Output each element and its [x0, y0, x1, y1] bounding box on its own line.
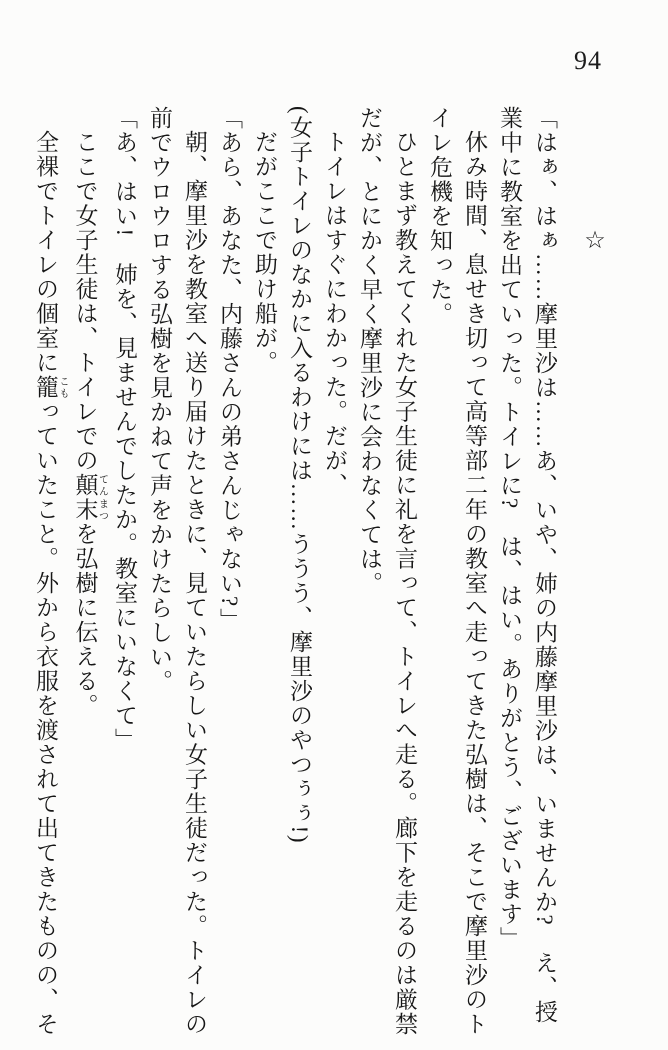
text-column-13: 「あ、はい! 姉を、見ませんでしたか。教室にいなくて」 [112, 106, 137, 753]
text-column-6: だが、とにかく早く摩里沙に会わなくては。 [357, 106, 382, 596]
text-column-8: (女子トイレのなかに入るわけには……ううう、摩里沙のやつぅぅ!) [287, 106, 312, 844]
text-column-4: イレ危機を知った。 [427, 106, 452, 327]
text-column-1: 「はぁ、はぁ……摩里沙は……あ、いや、姉の内藤摩里沙は、いませんか? え、授 [532, 106, 557, 1025]
text-column-2: 業中に教室を出ていった。トイレに? は、はい。ありがとう、ございます」 [497, 106, 522, 951]
text-column-11: 朝、摩里沙を教室へ送り届けたときに、見ていたらしい女子生徒だった。トイレの [182, 130, 207, 1037]
text-column-12: 前でウロウロする弘樹を見かねて声をかけたらしい。 [147, 106, 172, 694]
text-column-5: ひとまず教えてくれた女子生徒に礼を言って、トイレへ走る。廊下を走るのは厳禁 [392, 130, 417, 1037]
text-column-15: 全裸でトイレの個室に籠 こもっていたこと。外から衣服を渡されて出てきたものの、そ [33, 130, 68, 1037]
star-icon: ☆ [581, 226, 607, 256]
text-column-9: だがここで助け船が。 [252, 130, 277, 375]
text-body [28, 106, 611, 1050]
text-column-3: 休み時間、息せき切って高等部二年の教室へ走ってきた弘樹は、そこで摩里沙のト [462, 130, 487, 1037]
text-column-7: トイレはすぐにわかった。だが、 [322, 130, 347, 498]
section-divider [576, 106, 611, 1050]
page-number: 94 [574, 46, 602, 75]
text-column-14: ここで女子生徒は、トイレでの顛末 てんまつを弘樹に伝える。 [72, 130, 108, 718]
text-column-10: 「あら、あなた、内藤さんの弟さんじゃない?」 [217, 106, 242, 633]
